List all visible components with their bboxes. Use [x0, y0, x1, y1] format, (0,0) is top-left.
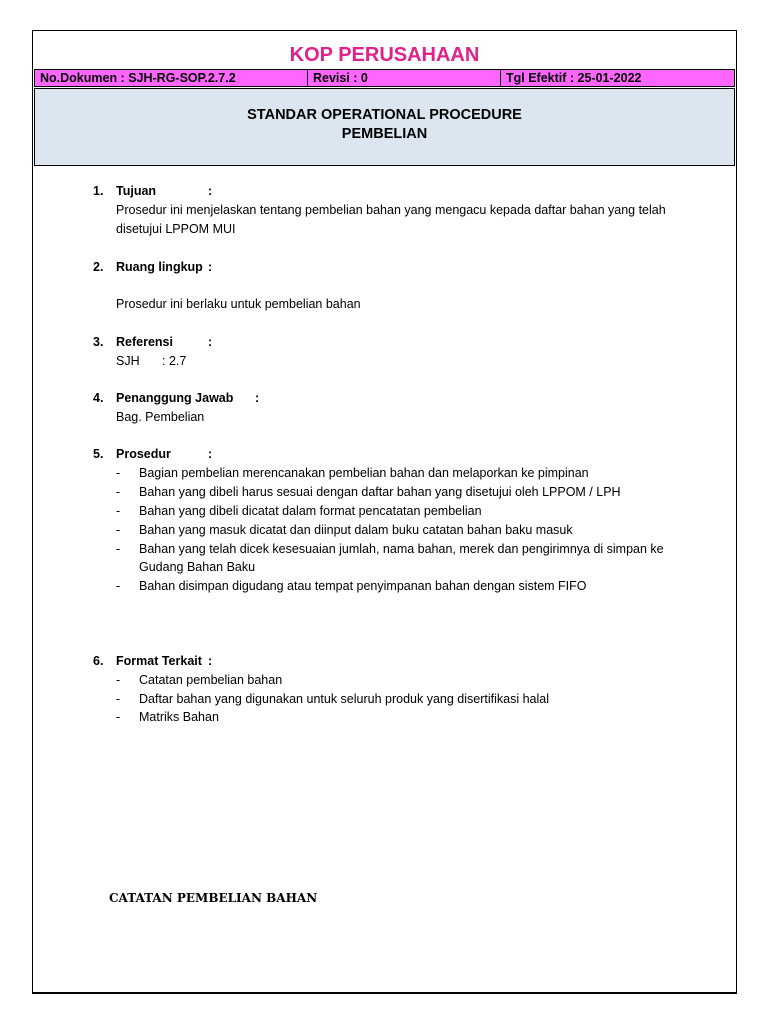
effective-date: Tgl Efektif : 25-01-2022: [506, 71, 642, 85]
prosedur-item: Bahan yang dibeli dicatat dalam format pencatatan pembelian: [139, 504, 482, 518]
section-number: 2.: [93, 260, 104, 274]
section-number: 5.: [93, 447, 104, 461]
prosedur-item-continuation: Gudang Bahan Baku: [139, 560, 256, 574]
section-heading-tujuan: [93, 184, 156, 198]
bullet-dash: -: [116, 542, 121, 556]
bullet-dash: -: [116, 466, 121, 480]
section-colon: :: [208, 260, 213, 274]
bullet-dash: -: [116, 710, 121, 724]
section-number: 4.: [93, 391, 104, 405]
ruang-lingkup-text: Prosedur ini berlaku untuk pembelian bahan: [116, 297, 361, 311]
section-colon: :: [255, 391, 260, 405]
section-number: 6.: [93, 654, 104, 668]
prosedur-item: Bagian pembelian merencanakan pembelian bahan dan melaporkan ke pimpinan: [139, 466, 589, 480]
bullet-dash: -: [116, 485, 121, 499]
penanggung-jawab-text: Bag. Pembelian: [116, 410, 205, 424]
section-label: Format Terkait: [116, 654, 202, 668]
section-heading-penanggung-jawab: [93, 391, 233, 405]
section-label: Ruang lingkup: [116, 260, 203, 274]
section-label: Referensi: [116, 335, 173, 349]
footer-note: CATATAN PEMBELIAN BAHAN: [109, 891, 318, 905]
bullet-dash: -: [116, 523, 121, 537]
prosedur-item: Bahan disimpan digudang atau tempat penyimpanan bahan dengan sistem FIFO: [139, 579, 587, 593]
section-label: Penanggung Jawab: [116, 391, 234, 405]
prosedur-item: Bahan yang dibeli harus sesuai dengan daftar bahan yang disetujui oleh LPPOM / LPH: [139, 485, 621, 499]
section-colon: :: [208, 654, 213, 668]
section-label: Tujuan: [116, 184, 157, 198]
section-heading-prosedur: [93, 447, 171, 461]
section-colon: :: [208, 447, 213, 461]
section-colon: :: [208, 335, 213, 349]
section-colon: :: [208, 184, 213, 198]
document-meta-row: [34, 69, 735, 87]
prosedur-item: Bahan yang masuk dicatat dan diinput dalam buku catatan bahan baku masuk: [139, 523, 573, 537]
section-heading-format-terkait: [93, 654, 202, 668]
title-line-1: STANDAR OPERATIONAL PROCEDURE: [247, 107, 522, 123]
referensi-value: : 2.7: [162, 354, 187, 368]
section-heading-ruang-lingkup: [93, 260, 203, 274]
tujuan-text-line-1: Prosedur ini menjelaskan tentang pembelian bahan yang mengacu kepada daftar bahan yang telah: [116, 203, 666, 217]
document-title-box: [34, 88, 735, 166]
bullet-dash: -: [116, 579, 121, 593]
section-label: Prosedur: [116, 447, 171, 461]
section-number: 3.: [93, 335, 104, 349]
bullet-dash: -: [116, 673, 121, 687]
referensi-key: SJH: [116, 354, 140, 368]
company-letterhead: KOP PERUSAHAAN: [289, 44, 480, 66]
tujuan-text-line-2: disetujui LPPOM MUI: [116, 222, 236, 236]
section-heading-referensi: [93, 335, 173, 349]
document-number: No.Dokumen : SJH-RG-SOP.2.7.2: [35, 70, 308, 86]
bullet-dash: -: [116, 504, 121, 518]
bullet-dash: -: [116, 692, 121, 706]
format-item: Catatan pembelian bahan: [139, 673, 283, 687]
prosedur-item: Bahan yang telah dicek kesesuaian jumlah, nama bahan, merek dan pengirimnya di simpan ke: [139, 542, 664, 556]
format-item: Matriks Bahan: [139, 710, 219, 724]
format-item: Daftar bahan yang digunakan untuk seluruh produk yang disertifikasi halal: [139, 692, 549, 706]
revision: Revisi : 0: [308, 70, 501, 86]
title-line-2: PEMBELIAN: [341, 126, 428, 142]
section-number: 1.: [93, 184, 104, 198]
